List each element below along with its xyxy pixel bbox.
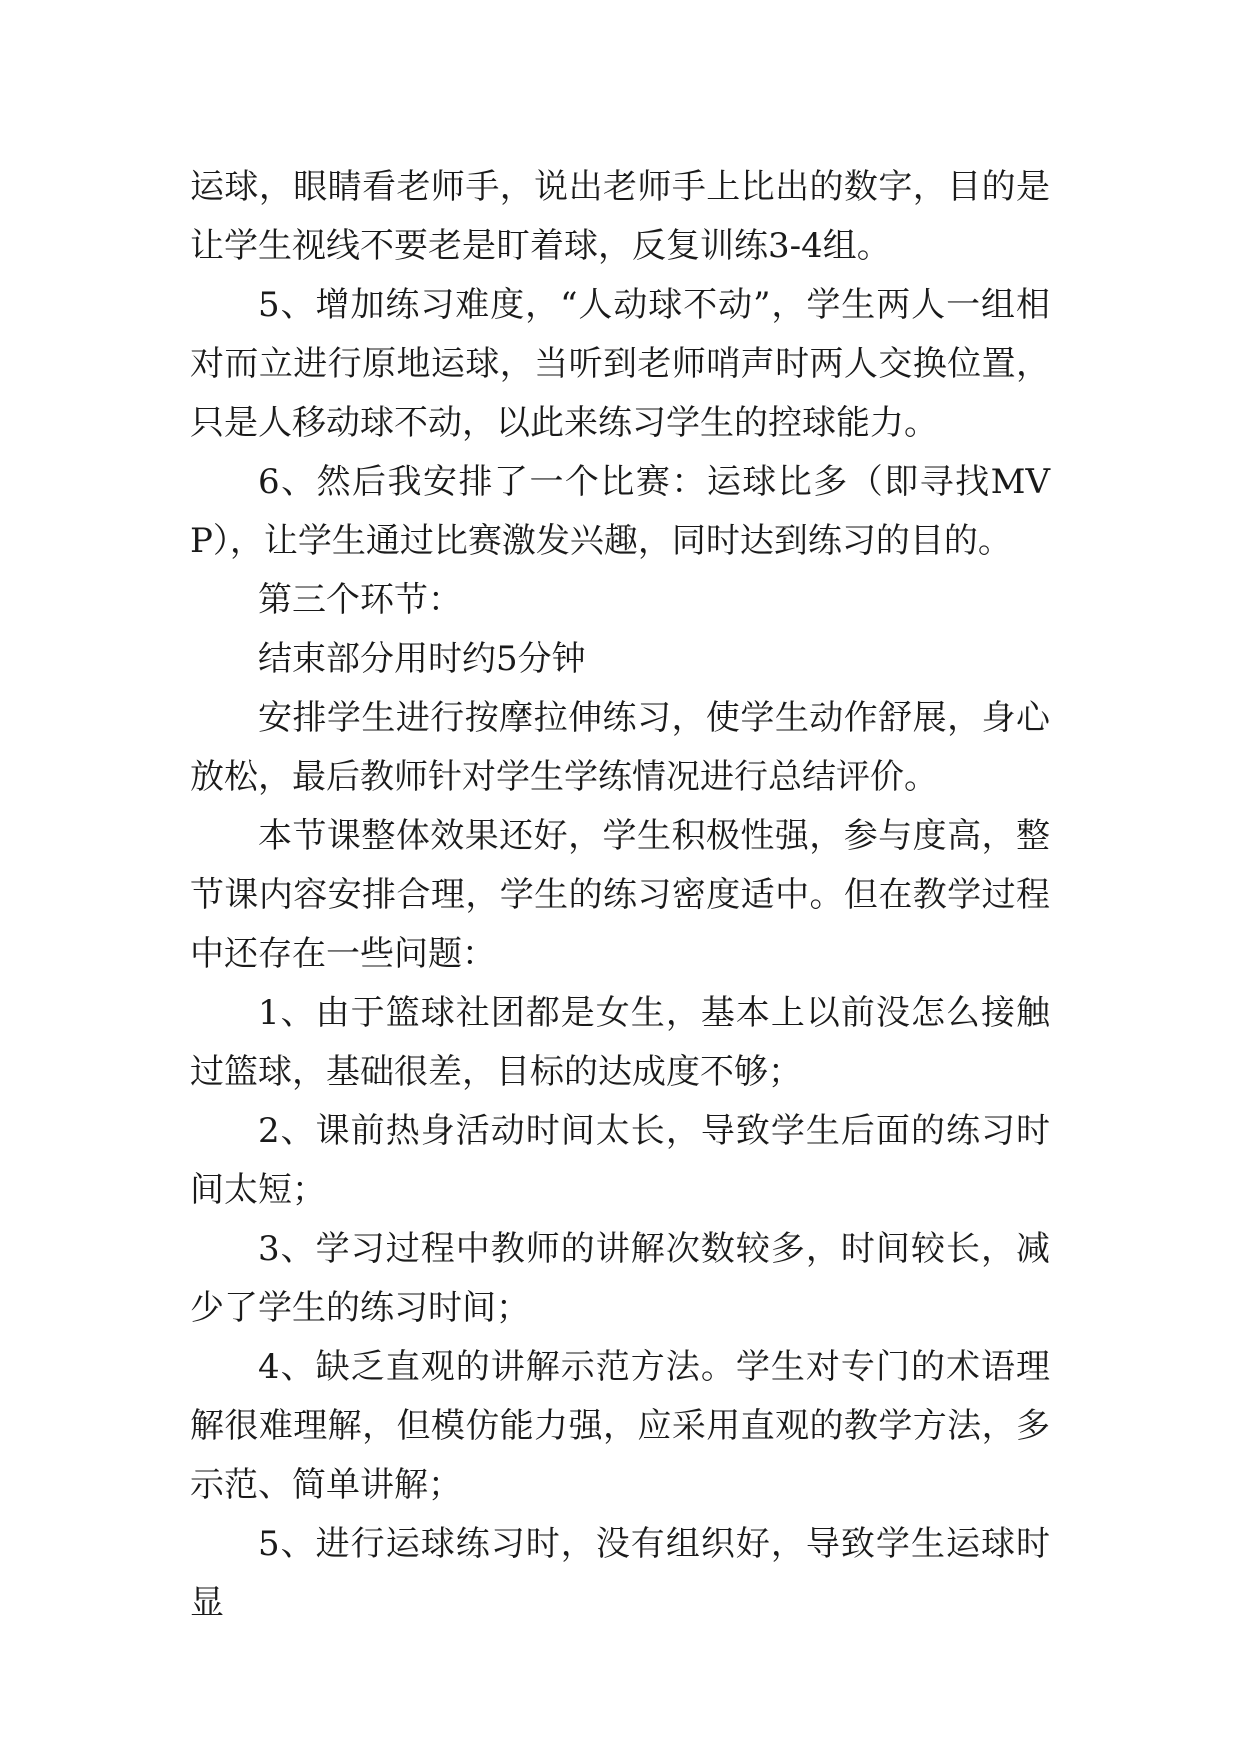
paragraph-stretching: 安排学生进行按摩拉伸练习，使学生动作舒展，身心放松，最后教师针对学生学练情况进行总结评价。 bbox=[190, 698, 1050, 797]
paragraph-section-heading: 第三个环节： bbox=[258, 580, 462, 620]
paragraph-issue-3: 3、学习过程中教师的讲解次数较多，时间较长，减少了学生的练习时间； bbox=[190, 1229, 1050, 1328]
paragraph-overall-effect: 本节课整体效果还好，学生积极性强，参与度高，整节课内容安排合理，学生的练习密度适中。但在教学过程中还存在一些问题： bbox=[190, 816, 1050, 974]
paragraph-item-5-practice: 5、增加练习难度，“人动球不动”，学生两人一组相对而立进行原地运球，当听到老师哨声时两人交换位置，只是人移动球不动，以此来练习学生的控球能力。 bbox=[190, 285, 1050, 443]
paragraph-issue-2: 2、课前热身活动时间太长，导致学生后面的练习时间太短； bbox=[190, 1111, 1050, 1210]
paragraph-ending-duration: 结束部分用时约5分钟 bbox=[258, 639, 586, 679]
document-body bbox=[190, 158, 1050, 1633]
paragraph-item-6-competition: 6、然后我安排了一个比赛：运球比多（即寻找MVP），让学生通过比赛激发兴趣，同时达到练习的目的。 bbox=[190, 462, 1050, 561]
paragraph-issue-5: 5、进行运球练习时，没有组织好，导致学生运球时显 bbox=[190, 1524, 1050, 1623]
paragraph-issue-4: 4、缺乏直观的讲解示范方法。学生对专门的术语理解很难理解，但模仿能力强，应采用直观的教学方法，多示范、简单讲解； bbox=[190, 1347, 1050, 1505]
paragraph-continuation: 运球，眼睛看老师手，说出老师手上比出的数字，目的是让学生视线不要老是盯着球，反复训练3-4组。 bbox=[190, 167, 1050, 266]
paragraph-issue-1: 1、由于篮球社团都是女生，基本上以前没怎么接触过篮球，基础很差，目标的达成度不够； bbox=[190, 993, 1050, 1092]
